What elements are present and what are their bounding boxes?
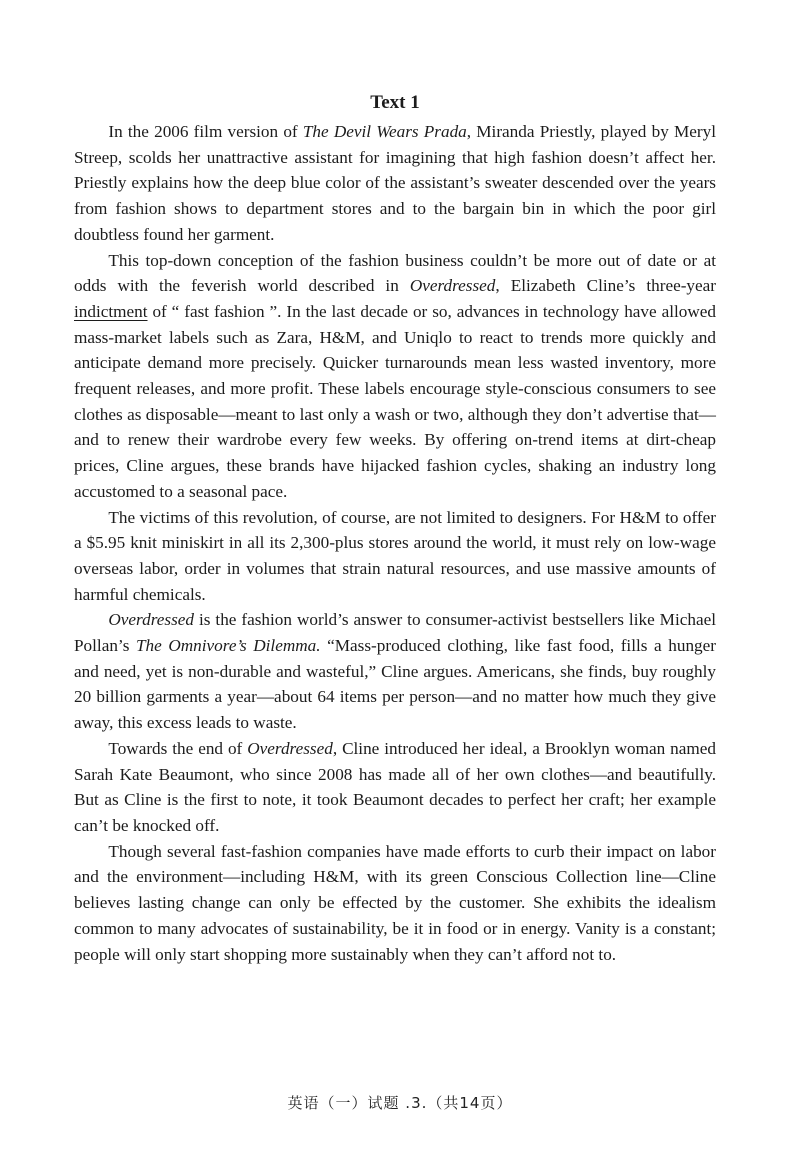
text-title: Text 1 xyxy=(370,92,420,113)
book-title: Overdressed xyxy=(409,276,496,296)
exam-page xyxy=(74,90,716,967)
paragraph-6 xyxy=(74,839,716,968)
text-segment: Though several fast-fashion companies have made efforts to curb their impact on labor and the environment—including H&M, with its green Conscious Collection line—Cline believes lasting change can only be effected by the customer. She exhibits the idealism common to many advocates of sustainability, be it in food or in energy. Vanity is a constant; people will only start shopping more sustainably when they can’t afford not to. xyxy=(74,841,716,964)
paragraph-2 xyxy=(74,248,716,505)
book-title: Overdressed xyxy=(108,610,194,630)
text-segment: “Mass-produced clothing, like fast food, fills a hunger and need, yet is non-durable and wasteful,” Cline argues. Americans, she finds, buy roughly 20 billion garments a year—about 64 items per person—and no matter how much they give away, this excess leads to waste. xyxy=(74,636,716,733)
text-segment: is the fashion world’s answer to consumer-activist bestsellers like Michael Pollan’s xyxy=(74,610,716,656)
page-footer: 英语（一）试题 .3.（共14页） xyxy=(287,1094,513,1112)
text-segment: , Miranda Priestly, played by Meryl Streep, scolds her unattractive assistant for imagining that high fashion doesn’t affect her. Priestly explains how the deep blue color of the assistant’s sweater descended over the years from fashion shows to department stores and to the bargain bin in which the poor girl doubtless found her garment. xyxy=(74,122,716,244)
book-title: The Omnivore’s Dilemma. xyxy=(135,636,321,656)
text-segment: , Elizabeth Cline’s three-year xyxy=(495,276,716,296)
film-title: The Devil Wears Prada xyxy=(302,122,467,141)
underlined-word: indictment xyxy=(74,301,148,321)
paragraph-4 xyxy=(74,607,716,736)
text-segment: of “ fast fashion ”. In the last decade or so, advances in technology have allowed mass-market labels such as Zara, H&M, and Uniqlo to react to trends more quickly and anticipate demand more precisely. Quicker turnarounds mean less wasted inventory, more frequent releases, and more profit. These labels encourage style-conscious consumers to see clothes as disposable—meant to last only a wash or two, although they don’t advertise that—and to renew their wardrobe every few weeks. By offering on-trend items at dirt-cheap prices, Cline argues, these brands have hijacked fashion cycles, shaking an industry long accustomed to a seasonal pace. xyxy=(74,301,716,501)
paragraph-3 xyxy=(74,505,716,608)
text-segment: Towards the end of xyxy=(108,738,248,758)
text-segment: In the 2006 film version of xyxy=(108,122,303,141)
text-segment: The victims of this revolution, of course, are not limited to designers. For H&M to offer a $5.95 knit miniskirt in all its 2,300-plus stores around the world, it must rely on low-wage overseas labor, order in volumes that strain natural resources, and use massive amounts of harmful chemicals. xyxy=(74,507,716,604)
book-title: Overdressed xyxy=(247,738,333,758)
text-segment: This top-down conception of the fashion business couldn’t be more out of date or at odds with the feverish world described in xyxy=(74,250,716,296)
paragraph-5 xyxy=(74,736,716,839)
paragraph-1 xyxy=(74,119,716,248)
text-segment: , Cline introduced her ideal, a Brooklyn woman named Sarah Kate Beaumont, who since 2008 has made all of her own clothes—and beautifully. But as Cline is the first to note, it took Beaumont decades to perfect her craft; her example can’t be knocked off. xyxy=(74,738,716,835)
